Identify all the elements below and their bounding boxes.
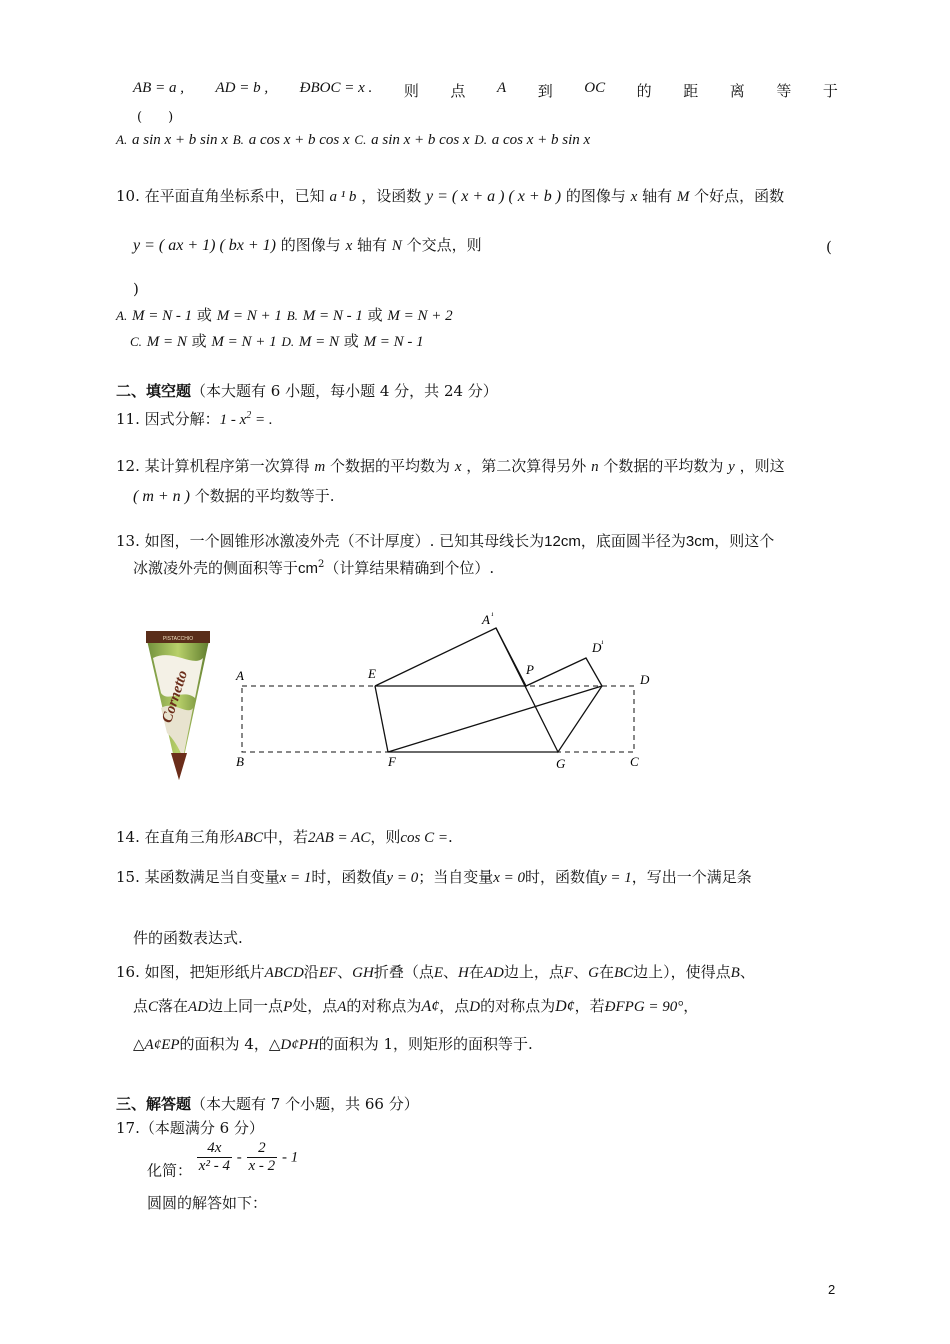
q12-m: m xyxy=(314,459,326,475)
q10-text: 的图像与 xyxy=(280,236,341,254)
q10-line2 xyxy=(133,234,482,255)
option-d-label: D. xyxy=(474,132,487,147)
label-a-prime: A xyxy=(482,612,490,627)
q16-var: AD xyxy=(483,965,504,981)
fraction-1-numerator: 4x xyxy=(197,1140,232,1158)
q10-function-2: y = ( ax + 1) ( bx + 1) xyxy=(133,237,277,254)
q9-ab: AB = a , xyxy=(133,80,184,96)
q9-word: 于 xyxy=(822,82,838,100)
q10-x: x xyxy=(345,238,353,254)
option-a-label: A. xyxy=(116,308,128,323)
q14-text: ，则 xyxy=(370,828,401,846)
q16-var: P xyxy=(283,999,293,1015)
q16-var: GH xyxy=(352,965,374,981)
q17-head: 17.（本题满分 6 分） xyxy=(116,1119,264,1137)
fraction-1 xyxy=(197,1140,232,1175)
q10-line1 xyxy=(116,185,838,206)
cone-top-text: PISTACCHIO xyxy=(162,636,194,642)
option-c-label: C. xyxy=(130,334,142,349)
q10-text: 的图像与 xyxy=(565,187,626,205)
q10-condition: a ¹ b xyxy=(329,189,357,205)
q11-tail: = . xyxy=(251,412,273,428)
q12-expr: ( m + n ) xyxy=(133,488,191,505)
q16-text: 沿 xyxy=(303,963,319,981)
q13-radius: 3cm xyxy=(685,533,715,550)
q16-var: B xyxy=(730,965,740,981)
q16-var: H xyxy=(458,965,469,981)
q15-cond: x = 1 xyxy=(279,870,312,886)
q16-text: 、 xyxy=(573,963,589,981)
q16-var: D¢ xyxy=(555,998,575,1015)
q12-text: 个数据的平均数为 xyxy=(330,457,451,475)
q12-y: y xyxy=(728,459,735,475)
section-3-heading xyxy=(116,1093,419,1114)
q16-text: 、 xyxy=(337,963,353,981)
q16-var: A xyxy=(337,999,347,1015)
q10-text: 个好点，函数 xyxy=(694,187,785,205)
option-c: M = N xyxy=(146,334,187,350)
q12-n: n xyxy=(591,459,599,475)
q9-word: 则 xyxy=(403,82,419,100)
q13-text: （计算结果精确到个位）. xyxy=(324,559,495,577)
q9-word: A xyxy=(496,80,507,96)
q10-text: 轴有 xyxy=(642,187,673,205)
option-b: a cos x + b cos x xyxy=(248,132,350,148)
label-b: B xyxy=(236,754,244,769)
q16-var: F xyxy=(563,965,574,981)
q12-text: ，则这 xyxy=(739,457,785,475)
cone-chocolate-tip xyxy=(171,753,187,780)
rectangle-abcd xyxy=(242,686,634,752)
or-text: 或 xyxy=(343,332,359,350)
q16-line3 xyxy=(133,1033,533,1054)
option-c: a sin x + b cos x xyxy=(371,132,470,148)
q13-line2 xyxy=(133,557,494,578)
q12-line2 xyxy=(133,485,335,506)
q9-word: 离 xyxy=(729,82,745,100)
triangle-symbol: △ xyxy=(268,1035,281,1053)
option-a: M = N - 1 xyxy=(131,308,193,324)
fraction-1-denominator: x² - 4 xyxy=(198,1158,230,1174)
q10-open-paren: ( xyxy=(826,238,832,256)
q11-expr: 1 - x xyxy=(219,412,247,428)
q14-expr: cos C = xyxy=(400,830,448,846)
section-title: 三、解答题 xyxy=(116,1095,192,1113)
q16-text: 的面积为 1，则矩形的面积等于. xyxy=(318,1035,533,1053)
q14-tail: . xyxy=(447,828,453,846)
q16-text: 折叠（点 xyxy=(373,963,434,981)
option-b: M = N - 1 xyxy=(302,308,363,324)
q16-var: EF xyxy=(318,965,338,981)
q10-function-1: y = ( x + a ) ( x + b ) xyxy=(426,188,562,205)
fraction-2 xyxy=(247,1140,278,1175)
label-prime-mark: ¹ xyxy=(491,611,494,620)
ice-cream-cone-image xyxy=(143,628,213,783)
q16-text: 点 xyxy=(133,997,149,1015)
q10-m: M xyxy=(676,189,690,205)
q15-text: 时，函数值 xyxy=(525,868,601,886)
q17-line3: 圆圆的解答如下： xyxy=(147,1194,268,1212)
q12-text: 个数据的平均数等于. xyxy=(194,487,335,505)
q16-text: ，点 xyxy=(439,997,470,1015)
q16-text: 在 xyxy=(598,963,614,981)
q16-text: 、 xyxy=(443,963,459,981)
q13-line1 xyxy=(116,530,774,551)
q9-word: 等 xyxy=(776,82,792,100)
q9-angle: ÐBOC = x . xyxy=(299,80,373,96)
option-d-2: M = N - 1 xyxy=(363,334,424,350)
option-b-2: M = N + 2 xyxy=(387,308,453,324)
section-title: 二、填空题 xyxy=(116,382,192,400)
page-number: 2 xyxy=(828,1282,836,1297)
label-a: A xyxy=(236,668,244,683)
q17-expression xyxy=(147,1140,298,1181)
q11 xyxy=(116,408,273,429)
q16-var: D¢PH xyxy=(280,1037,319,1053)
q15-text: 15. 某函数满足当自变量 xyxy=(116,868,280,886)
q9-options xyxy=(116,130,590,149)
label-g: G xyxy=(556,756,566,771)
q16-text: 边上，点 xyxy=(503,963,564,981)
option-a: a sin x + b sin x xyxy=(131,132,228,148)
q16-text: 在 xyxy=(468,963,484,981)
q15-text: 时，函数值 xyxy=(311,868,387,886)
q10-number: 10. xyxy=(116,187,140,205)
q16-line1 xyxy=(116,961,755,982)
q14-text: 14. 在直角三角形 xyxy=(116,828,235,846)
label-d: D xyxy=(640,672,650,687)
label-c: C xyxy=(630,754,639,769)
q10-options-ab xyxy=(116,304,453,325)
fraction-2-numerator: 2 xyxy=(247,1140,278,1158)
triangle-symbol: △ xyxy=(133,1035,145,1053)
q10-x: x xyxy=(630,189,638,205)
q16-var: A¢ xyxy=(421,998,440,1015)
q16-text: ， xyxy=(683,997,699,1015)
q15-line1 xyxy=(116,866,752,887)
q16-text: 的对称点为 xyxy=(480,997,556,1015)
q12-text: 个数据的平均数为 xyxy=(603,457,724,475)
q10-options-cd xyxy=(130,330,424,351)
folding-rectangle-figure xyxy=(228,608,658,778)
q16-text: ，若 xyxy=(574,997,605,1015)
q10-text: 在平面直角坐标系中，已知 xyxy=(144,187,325,205)
q16-text: 的对称点为 xyxy=(346,997,422,1015)
section-desc: （本大题有 6 小题，每小题 4 分，共 24 分） xyxy=(191,382,498,400)
option-b-label: B. xyxy=(286,308,298,323)
q16-var: C xyxy=(148,999,159,1015)
q9-ad: AD = b , xyxy=(215,80,269,96)
q9-word: 到 xyxy=(537,82,553,100)
q16-text: 边上），使得点 xyxy=(633,963,731,981)
or-text: 或 xyxy=(191,332,207,350)
q13-text: ，则这个 xyxy=(714,532,775,550)
q13-text: 13. 如图，一个圆锥形冰激凌外壳（不计厚度）. 已知其母线长为 xyxy=(116,532,545,550)
q9-word: 点 xyxy=(450,82,466,100)
q9-word: 的 xyxy=(636,82,652,100)
q9-paren: ( ) xyxy=(137,110,174,125)
q16-text: 16. 如图，把矩形纸片 xyxy=(116,963,265,981)
option-c-2: M = N + 1 xyxy=(211,334,277,350)
fraction-2-denominator: x - 2 xyxy=(248,1158,276,1174)
q16-text: 边上同一点 xyxy=(208,997,284,1015)
q10-text: 个交点，则 xyxy=(406,236,482,254)
q16-angle: ÐFPG = 90° xyxy=(604,999,684,1015)
section-2-heading xyxy=(116,380,498,401)
q13-text: ，底面圆半径为 xyxy=(580,532,686,550)
option-b-label: B. xyxy=(232,132,244,147)
q9-line1 xyxy=(133,80,838,101)
q16-var: G xyxy=(588,965,599,981)
q16-var: BC xyxy=(613,965,634,981)
q16-text: 落在 xyxy=(158,997,189,1015)
label-e: E xyxy=(368,666,376,681)
q16-var: A¢EP xyxy=(144,1037,180,1053)
q16-text: 处，点 xyxy=(292,997,338,1015)
fold-g-d1-h xyxy=(496,628,602,752)
q14 xyxy=(116,826,453,847)
q15-text: ；当自变量 xyxy=(418,868,494,886)
option-d-label: D. xyxy=(281,334,295,349)
q11-text: 11. 因式分解： xyxy=(116,410,220,428)
q15-cond: x = 0 xyxy=(493,870,525,886)
or-text: 或 xyxy=(367,306,383,324)
q15-line2: 件的函数表达式. xyxy=(133,929,243,947)
q10-text: ，设函数 xyxy=(361,187,422,205)
line-f-h xyxy=(388,686,602,752)
label-d-prime: D xyxy=(592,640,602,655)
q15-text: ，写出一个满足条 xyxy=(631,868,752,886)
q14-abc: ABC xyxy=(234,830,263,846)
q16-var: AD xyxy=(188,999,209,1015)
q15-cond: y = 0 xyxy=(386,870,419,886)
q13-unit-sup: 2 xyxy=(318,559,325,570)
option-a-label: A. xyxy=(116,132,128,147)
q16-var: E xyxy=(433,965,444,981)
minus-sign: - xyxy=(236,1149,242,1166)
q17-label: 化简： xyxy=(147,1161,193,1180)
triangle-e-a1-p xyxy=(375,628,526,686)
q12-text: ，第二次算得另外 xyxy=(466,457,587,475)
cone-brand-logo: Cornetto xyxy=(159,668,192,726)
q15-cond: y = 1 xyxy=(600,870,632,886)
label-prime-mark: ¹ xyxy=(601,639,604,648)
q10-n: N xyxy=(391,238,402,254)
option-d: a cos x + b sin x xyxy=(491,132,591,148)
q12-text: 12. 某计算机程序第一次算得 xyxy=(116,457,310,475)
q12-line1 xyxy=(116,455,785,476)
q11-sup: 2 xyxy=(246,410,252,421)
q9-word: OC xyxy=(584,80,606,96)
q17-tail: - 1 xyxy=(281,1149,299,1166)
q16-var: D xyxy=(469,999,481,1015)
q13-unit: cm xyxy=(298,560,319,577)
q12-x: x xyxy=(454,459,462,475)
option-a-2: M = N + 1 xyxy=(216,308,282,324)
option-d: M = N xyxy=(298,334,339,350)
q16-var: ABCD xyxy=(264,965,304,981)
q13-text: 冰激凌外壳的侧面积等于 xyxy=(133,559,299,577)
label-p: P xyxy=(526,662,534,677)
q16-text: 的面积为 4， xyxy=(179,1035,269,1053)
q14-text: 中，若 xyxy=(262,828,308,846)
or-text: 或 xyxy=(196,306,212,324)
q9-word: 距 xyxy=(683,82,699,100)
label-f: F xyxy=(388,754,396,769)
q16-line2 xyxy=(133,995,698,1016)
q13-length: 12cm xyxy=(544,533,581,550)
option-c-label: C. xyxy=(354,132,367,147)
q10-text: 轴有 xyxy=(357,236,388,254)
q16-text: 、 xyxy=(739,963,755,981)
q10-close-paren: ) xyxy=(133,280,139,298)
q14-condition: 2AB = AC xyxy=(307,830,371,846)
section-desc: （本大题有 7 个小题，共 66 分） xyxy=(191,1095,419,1113)
